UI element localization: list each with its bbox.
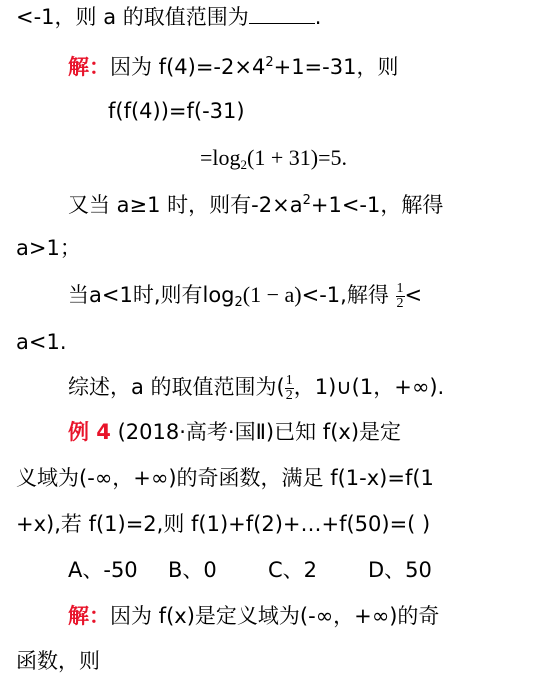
fraction-half-2 — [285, 374, 294, 403]
option-a: A、-50 — [68, 558, 138, 582]
line-9-pre: 综述，a 的取值范围为( — [68, 375, 285, 399]
line-7 — [68, 280, 422, 318]
line-7-end: < — [404, 283, 423, 307]
line-12 — [16, 509, 430, 539]
line-14 — [68, 601, 439, 631]
fraction-numerator-2: 1 — [285, 372, 293, 388]
line-7-pre: 当a<1时,则有log — [68, 283, 235, 307]
line-5-text-end: +1<-1，解得 — [310, 193, 444, 217]
fraction-half — [396, 282, 405, 311]
line-4-post: (1 + 31)=5. — [247, 145, 347, 170]
line-5 — [68, 186, 443, 220]
line-9 — [68, 372, 444, 403]
line-2-text-end: +1=-31，则 — [273, 55, 399, 79]
line-1 — [16, 2, 321, 32]
option-b: B、0 — [168, 558, 217, 582]
line-6 — [16, 233, 81, 263]
solution-label: 解： — [68, 55, 110, 79]
line-1-text: <-1，则 a 的取值范围为 — [16, 5, 249, 29]
line-6-text: a>1； — [16, 236, 81, 260]
line-2-text: 因为 f(4)=-2×4 — [110, 55, 266, 79]
line-2 — [68, 48, 398, 82]
line-7-log-base: 2 — [234, 295, 243, 310]
line-8 — [16, 327, 67, 357]
line-14-text: 因为 f(x)是定义域为(-∞，+∞)的奇 — [110, 604, 440, 628]
line-3 — [108, 96, 245, 126]
fraction-denominator: 2 — [396, 295, 404, 311]
fraction-denominator-2: 2 — [285, 387, 293, 403]
line-15-text: 函数，则 — [16, 649, 100, 673]
line-15 — [16, 646, 100, 676]
fraction-numerator: 1 — [396, 280, 404, 296]
line-10 — [68, 417, 401, 447]
line-7-mid: (1 − a) — [242, 282, 302, 307]
option-d: D、50 — [368, 558, 432, 582]
example-label: 例 4 — [68, 420, 111, 444]
line-7-post: <-1,解得 — [301, 283, 396, 307]
line-8-text: a<1. — [16, 330, 67, 354]
line-11 — [16, 463, 434, 493]
line-3-text: f(f(4))=f(-31) — [108, 99, 245, 123]
line-9-post: ，1)∪(1，+∞). — [293, 375, 445, 399]
line-5-text: 又当 a≥1 时，则有-2×a — [68, 193, 303, 217]
line-12-text: +x),若 f(1)=2,则 f(1)+f(2)+…+f(50)=( ) — [16, 512, 431, 536]
option-c: C、2 — [268, 558, 318, 582]
line-4 — [200, 143, 347, 180]
line-4-pre: =log — [200, 145, 241, 170]
line-10-text: (2018·高考·国Ⅱ)已知 f(x)是定 — [110, 420, 402, 444]
answer-options — [68, 555, 468, 585]
answer-blank — [249, 5, 315, 24]
solution-label-2: 解： — [68, 604, 110, 628]
line-2-exponent: 2 — [265, 55, 274, 70]
log-base: 2 — [240, 157, 248, 172]
line-11-text: 义域为(-∞，+∞)的奇函数，满足 f(1-x)=f(1 — [16, 466, 434, 490]
line-5-exponent: 2 — [302, 193, 311, 208]
line-1-end: . — [314, 5, 322, 29]
